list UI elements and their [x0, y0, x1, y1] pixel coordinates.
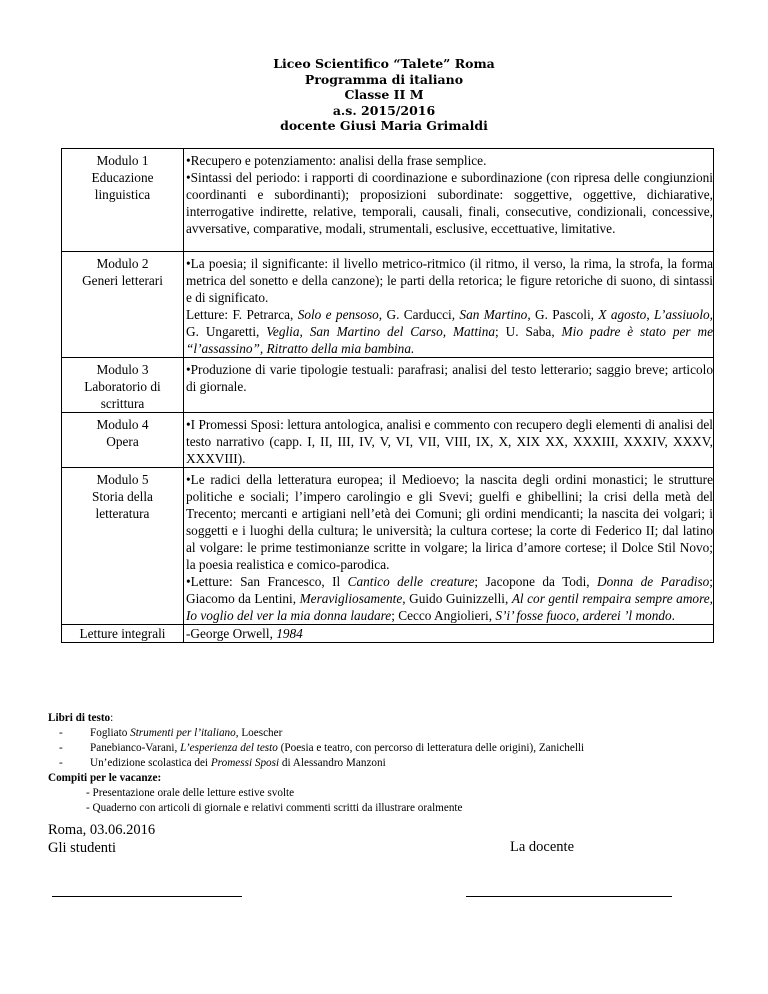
- module-4-label: Modulo 4 Opera: [62, 413, 184, 468]
- module-3-content: •Produzione di varie tipologie testuali: parafrasi; analisi del testo letterario; saggio breve; articolo di giornale.: [184, 358, 714, 413]
- document-header: [0, 56, 768, 134]
- teacher-name: docente Giusi Maria Grimaldi: [280, 118, 488, 133]
- letture-integrali-row: [62, 625, 714, 643]
- module-2-label: Modulo 2 Generi letterari: [62, 252, 184, 358]
- textbooks-list: [48, 726, 748, 771]
- textbooks-section: [48, 711, 748, 816]
- students-label: Gli studenti: [48, 840, 117, 856]
- module-5-label: Modulo 5 Storia della letteratura: [62, 468, 184, 625]
- module-1-label: Modulo 1 Educazione linguistica: [62, 149, 184, 252]
- list-item: - Quaderno con articoli di giornale e relativi commenti scritti da illustrare oralmente: [86, 802, 463, 814]
- module-row-2: [62, 252, 714, 358]
- teacher-signature-line: [466, 896, 672, 897]
- school-name: Liceo Scientifico “Talete” Roma: [273, 56, 495, 71]
- module-4-content: •I Promessi Sposi: lettura antologica, analisi e commento con recupero degli elementi di analisi del testo narrativo (capp. I, II, III, IV, V, VI, VII, VIII, IX, X, XIX XX, XXXIII, XXXIV, XXXV, XXXVIII).: [184, 413, 714, 468]
- letture-integrali-label: Letture integrali: [62, 625, 184, 643]
- place-date: Roma, 03.06.2016 Gli studenti: [48, 822, 156, 856]
- module-1-content: •Recupero e potenziamento: analisi della frase semplice. •Sintassi del periodo: i rapporti di coordinazione e subordinazione (con ripresa delle congiunzioni coordinanti e subordinanti); proposizioni subordinate: soggettive, oggettive, dichiarative, interrogative indirette, relative, temporali, causali, finali, consecutive, condizionali, concessive, avversative, comparative, modali, strumentali, esclusive, eccettuative, limitative.: [184, 149, 714, 252]
- teacher-label: La docente: [510, 839, 575, 855]
- module-2-content: •La poesia; il significante: il livello metrico-ritmico (il ritmo, il verso, la rima, la strofa, la forma metrica del sonetto e della canzone); le parti della retorica; le figure retoriche di suono, di sintassi e di significato. Letture: F. Petrarca, Solo e pensoso, G. Carducci, San Martino, G. Pascoli, X agosto, L’assiuolo, G. Ungaretti, Veglia, San Martino del Carso, Mattina; U. Saba, Mio padre è stato per me “l’assassino”, Ritratto della mia bambina.: [184, 252, 714, 358]
- list-item: - Panebianco-Varani, L’esperienza del testo (Poesia e teatro, con percorso di letteratura delle origini), Zanichelli: [59, 742, 585, 754]
- module-row-4: [62, 413, 714, 468]
- module-3-label: Modulo 3 Laboratorio di scrittura: [62, 358, 184, 413]
- list-item: - Presentazione orale delle letture estive svolte: [86, 787, 295, 799]
- module-5-readings: •Letture: San Francesco, Il Cantico delle creature; Jacopone da Todi, Donna de Paradiso; Giacomo da Lentini, Meravigliosamente, Guido Guinizzelli, Al cor gentil rempaira sempre amore, Io voglio del ver la mia donna laudare; Cecco Angiolieri, S’i’ fosse fuoco, arderei ’l mondo.: [186, 574, 713, 623]
- module-5-content: •Le radici della letteratura europea; il Medioevo; la nascita degli ordini monastici; le strutture politiche e sociali; l’impero carolingio e gli Svevi; guelfi e ghibellini; la crisi della metà del Trecento; mercanti e artigiani nell’età dei Comuni; gli ordini mendicanti; la nascita dei volgari; i soggetti e i luoghi della cultura; le università; la cultura cortese; la corte di Federico II; dal latino al volgare: le prime testimonianze scritte in volgare; la lirica d’amore cortese; il Dolce Stil Novo; la poesia realistica e comico-parodica. •Letture: San Francesco, Il Cantico delle creature; Jacopone da Todi, Donna de Paradiso; Giacomo da Lentini, Meravigliosamente, Guido Guinizzelli, Al cor gentil rempaira sempre amore, Io voglio del ver la mia donna laudare; Cecco Angiolieri, S’i’ fosse fuoco, arderei ’l mondo.: [184, 468, 714, 625]
- program-table: [61, 148, 714, 643]
- program-title: Programma di italiano: [304, 71, 464, 87]
- textbooks-title: Libri di testo:: [48, 712, 114, 724]
- module-2-readings: Letture: F. Petrarca, Solo e pensoso, G. Carducci, San Martino, G. Pascoli, X agosto, L’assiuolo, G. Ungaretti, Veglia, San Martino del Carso, Mattina; U. Saba, Mio padre è stato per me “l’assassino”, Ritratto della mia bambina.: [186, 307, 713, 356]
- module-row-5: [62, 468, 714, 625]
- vacation-homework-title: Compiti per le vacanze:: [48, 772, 162, 784]
- list-item: - Un’edizione scolastica dei Promessi Sposi di Alessandro Manzoni: [59, 757, 386, 769]
- class-name: Classe II M: [344, 87, 424, 102]
- module-row-1: [62, 149, 714, 252]
- module-row-3: [62, 358, 714, 413]
- students-signature-line: [52, 896, 242, 897]
- school-year: a.s. 2015/2016: [332, 102, 436, 118]
- letture-integrali-content: -George Orwell, 1984: [184, 625, 714, 643]
- list-item: - Fogliato Strumenti per l’italiano, Loescher: [59, 727, 283, 739]
